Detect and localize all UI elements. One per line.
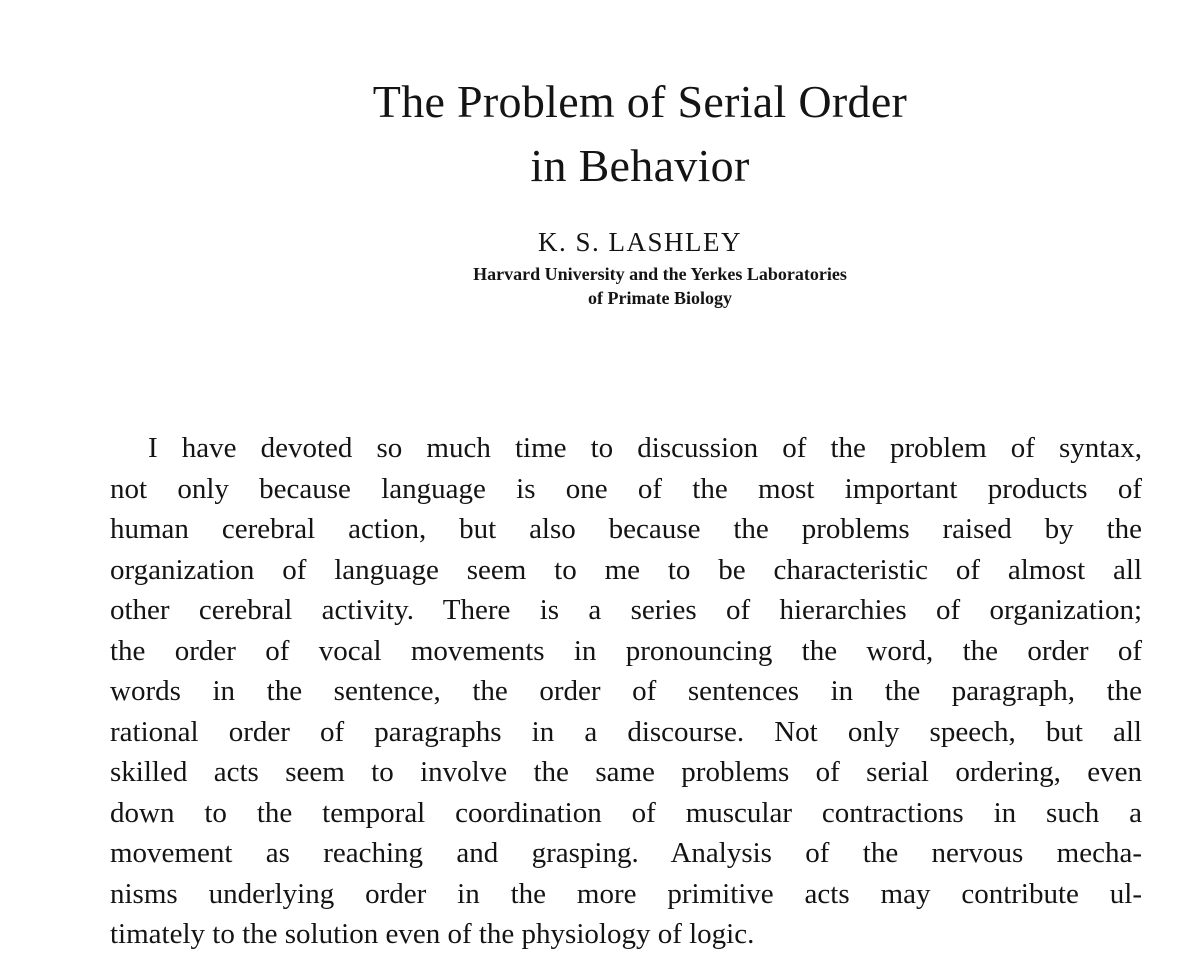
author-affiliation (0, 262, 1200, 310)
body-paragraph (110, 428, 1142, 955)
body-line: rational order of paragraphs in a discourse. Not only speech, but all (110, 715, 1142, 748)
affiliation-line-2: of Primate Biology (588, 288, 732, 308)
body-line: other cerebral activity. There is a series of hierarchies of organization; (110, 594, 1142, 626)
body-line: not only because language is one of the most important products of (110, 472, 1142, 505)
body-line: nisms underlying order in the more primitive acts may contribute ul- (110, 877, 1142, 910)
title-line-2: in Behavior (530, 140, 750, 191)
body-line: down to the temporal coordination of muscular contractions in such a (110, 796, 1142, 829)
body-line: timately to the solution even of the physiology of logic. (110, 918, 755, 950)
body-line: movement as reaching and grasping. Analysis of the nervous mecha- (110, 837, 1142, 869)
body-line: human cerebral action, but also because the problems raised by the (110, 513, 1142, 545)
body-line: I have devoted so much time to discussion of the problem of syntax, (148, 432, 1142, 464)
body-line: words in the sentence, the order of sentences in the paragraph, the (110, 675, 1142, 707)
paper-title (0, 70, 1200, 198)
title-line-1: The Problem of Serial Order (372, 76, 908, 127)
author-name: K. S. LASHLEY (537, 227, 742, 257)
body-line: the order of vocal movements in pronouncing the word, the order of (110, 634, 1142, 667)
body-line: organization of language seem to me to be characteristic of almost all (110, 553, 1142, 586)
body-line: skilled acts seem to involve the same problems of serial ordering, even (110, 756, 1142, 788)
affiliation-line-1: Harvard University and the Yerkes Laboratories (473, 264, 847, 284)
